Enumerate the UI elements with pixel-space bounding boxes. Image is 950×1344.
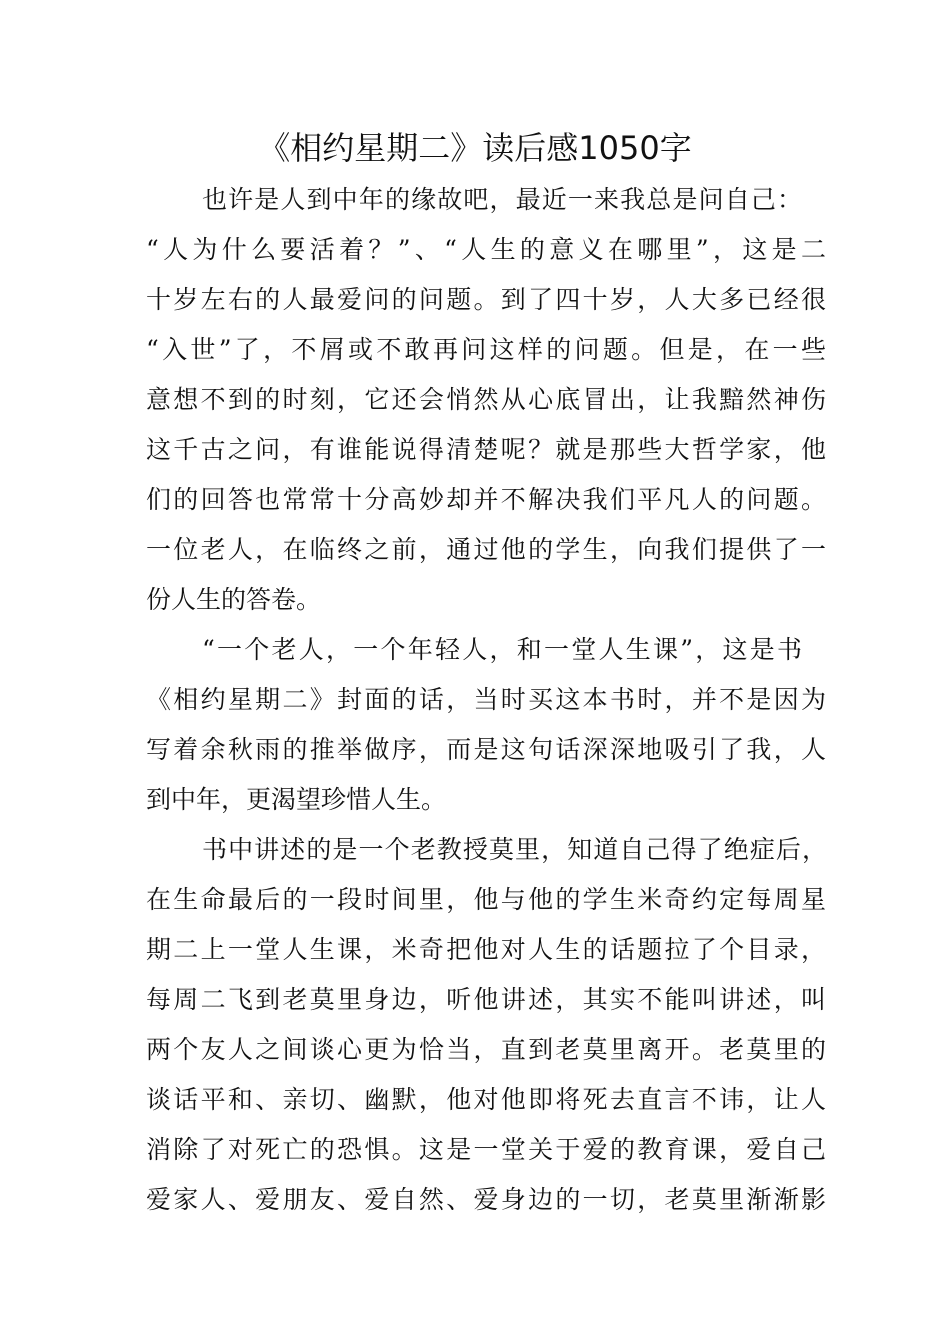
paragraph-1-line-9: 份人生的答卷。 (146, 585, 322, 614)
paragraph-3-line-4: 每周二飞到老莫里身边，听他讲述，其实不能叫讲述，叫 (146, 985, 826, 1014)
paragraph-2-line-4: 到中年，更渴望珍惜人生。 (146, 785, 447, 814)
paragraph-3-line-5: 两个友人之间谈心更为恰当，直到老莫里离开。老莫里的 (146, 1035, 826, 1064)
paragraph-2-line-2: 《相约星期二》封面的话，当时买这本书时，并不是因为 (146, 685, 826, 714)
paragraph-3-line-1: 书中讲述的是一个老教授莫里，知道自己得了绝症后， (202, 835, 827, 864)
paragraph-3-line-6: 谈话平和、亲切、幽默，他对他即将死去直言不讳，让人 (146, 1085, 826, 1114)
paragraph-3-line-8: 爱家人、爱朋友、爱自然、爱身边的一切，老莫里渐渐影 (146, 1185, 826, 1214)
paragraph-1-line-7: 们的回答也常常十分高妙却并不解决我们平凡人的问题。 (146, 485, 826, 514)
paragraph-1-line-6: 这千古之问，有谁能说得清楚呢？就是那些大哲学家，他 (146, 435, 826, 464)
paragraph-3-line-3: 期二上一堂人生课，米奇把他对人生的话题拉了个目录， (146, 935, 826, 964)
paragraph-1-line-1: 也许是人到中年的缘故吧，最近一来我总是问自己： (202, 185, 802, 214)
paragraph-1-line-5: 意想不到的时刻，它还会悄然从心底冒出，让我黯然神伤 (146, 385, 826, 414)
paragraph-3-line-2: 在生命最后的一段时间里，他与他的学生米奇约定每周星 (146, 885, 826, 914)
paragraph-2-line-1: “一个老人，一个年轻人，和一堂人生课”，这是书 (202, 635, 802, 664)
paragraph-1-line-3: 十岁左右的人最爱问的问题。到了四十岁，人大多已经很 (146, 285, 826, 314)
paragraph-1-line-4: “入世”了，不屑或不敢再问这样的问题。但是，在一些 (146, 335, 826, 364)
page-title: 《相约星期二》读后感1050字 (258, 129, 692, 167)
paragraph-3-line-7: 消除了对死亡的恐惧。这是一堂关于爱的教育课，爱自己 (146, 1135, 826, 1164)
paragraph-1-line-2: “人为什么要活着？”、“人生的意义在哪里”，这是二 (146, 235, 826, 264)
paragraph-2-line-3: 写着余秋雨的推举做序，而是这句话深深地吸引了我，人 (146, 735, 826, 764)
paragraph-1-line-8: 一位老人，在临终之前，通过他的学生，向我们提供了一 (146, 535, 826, 564)
